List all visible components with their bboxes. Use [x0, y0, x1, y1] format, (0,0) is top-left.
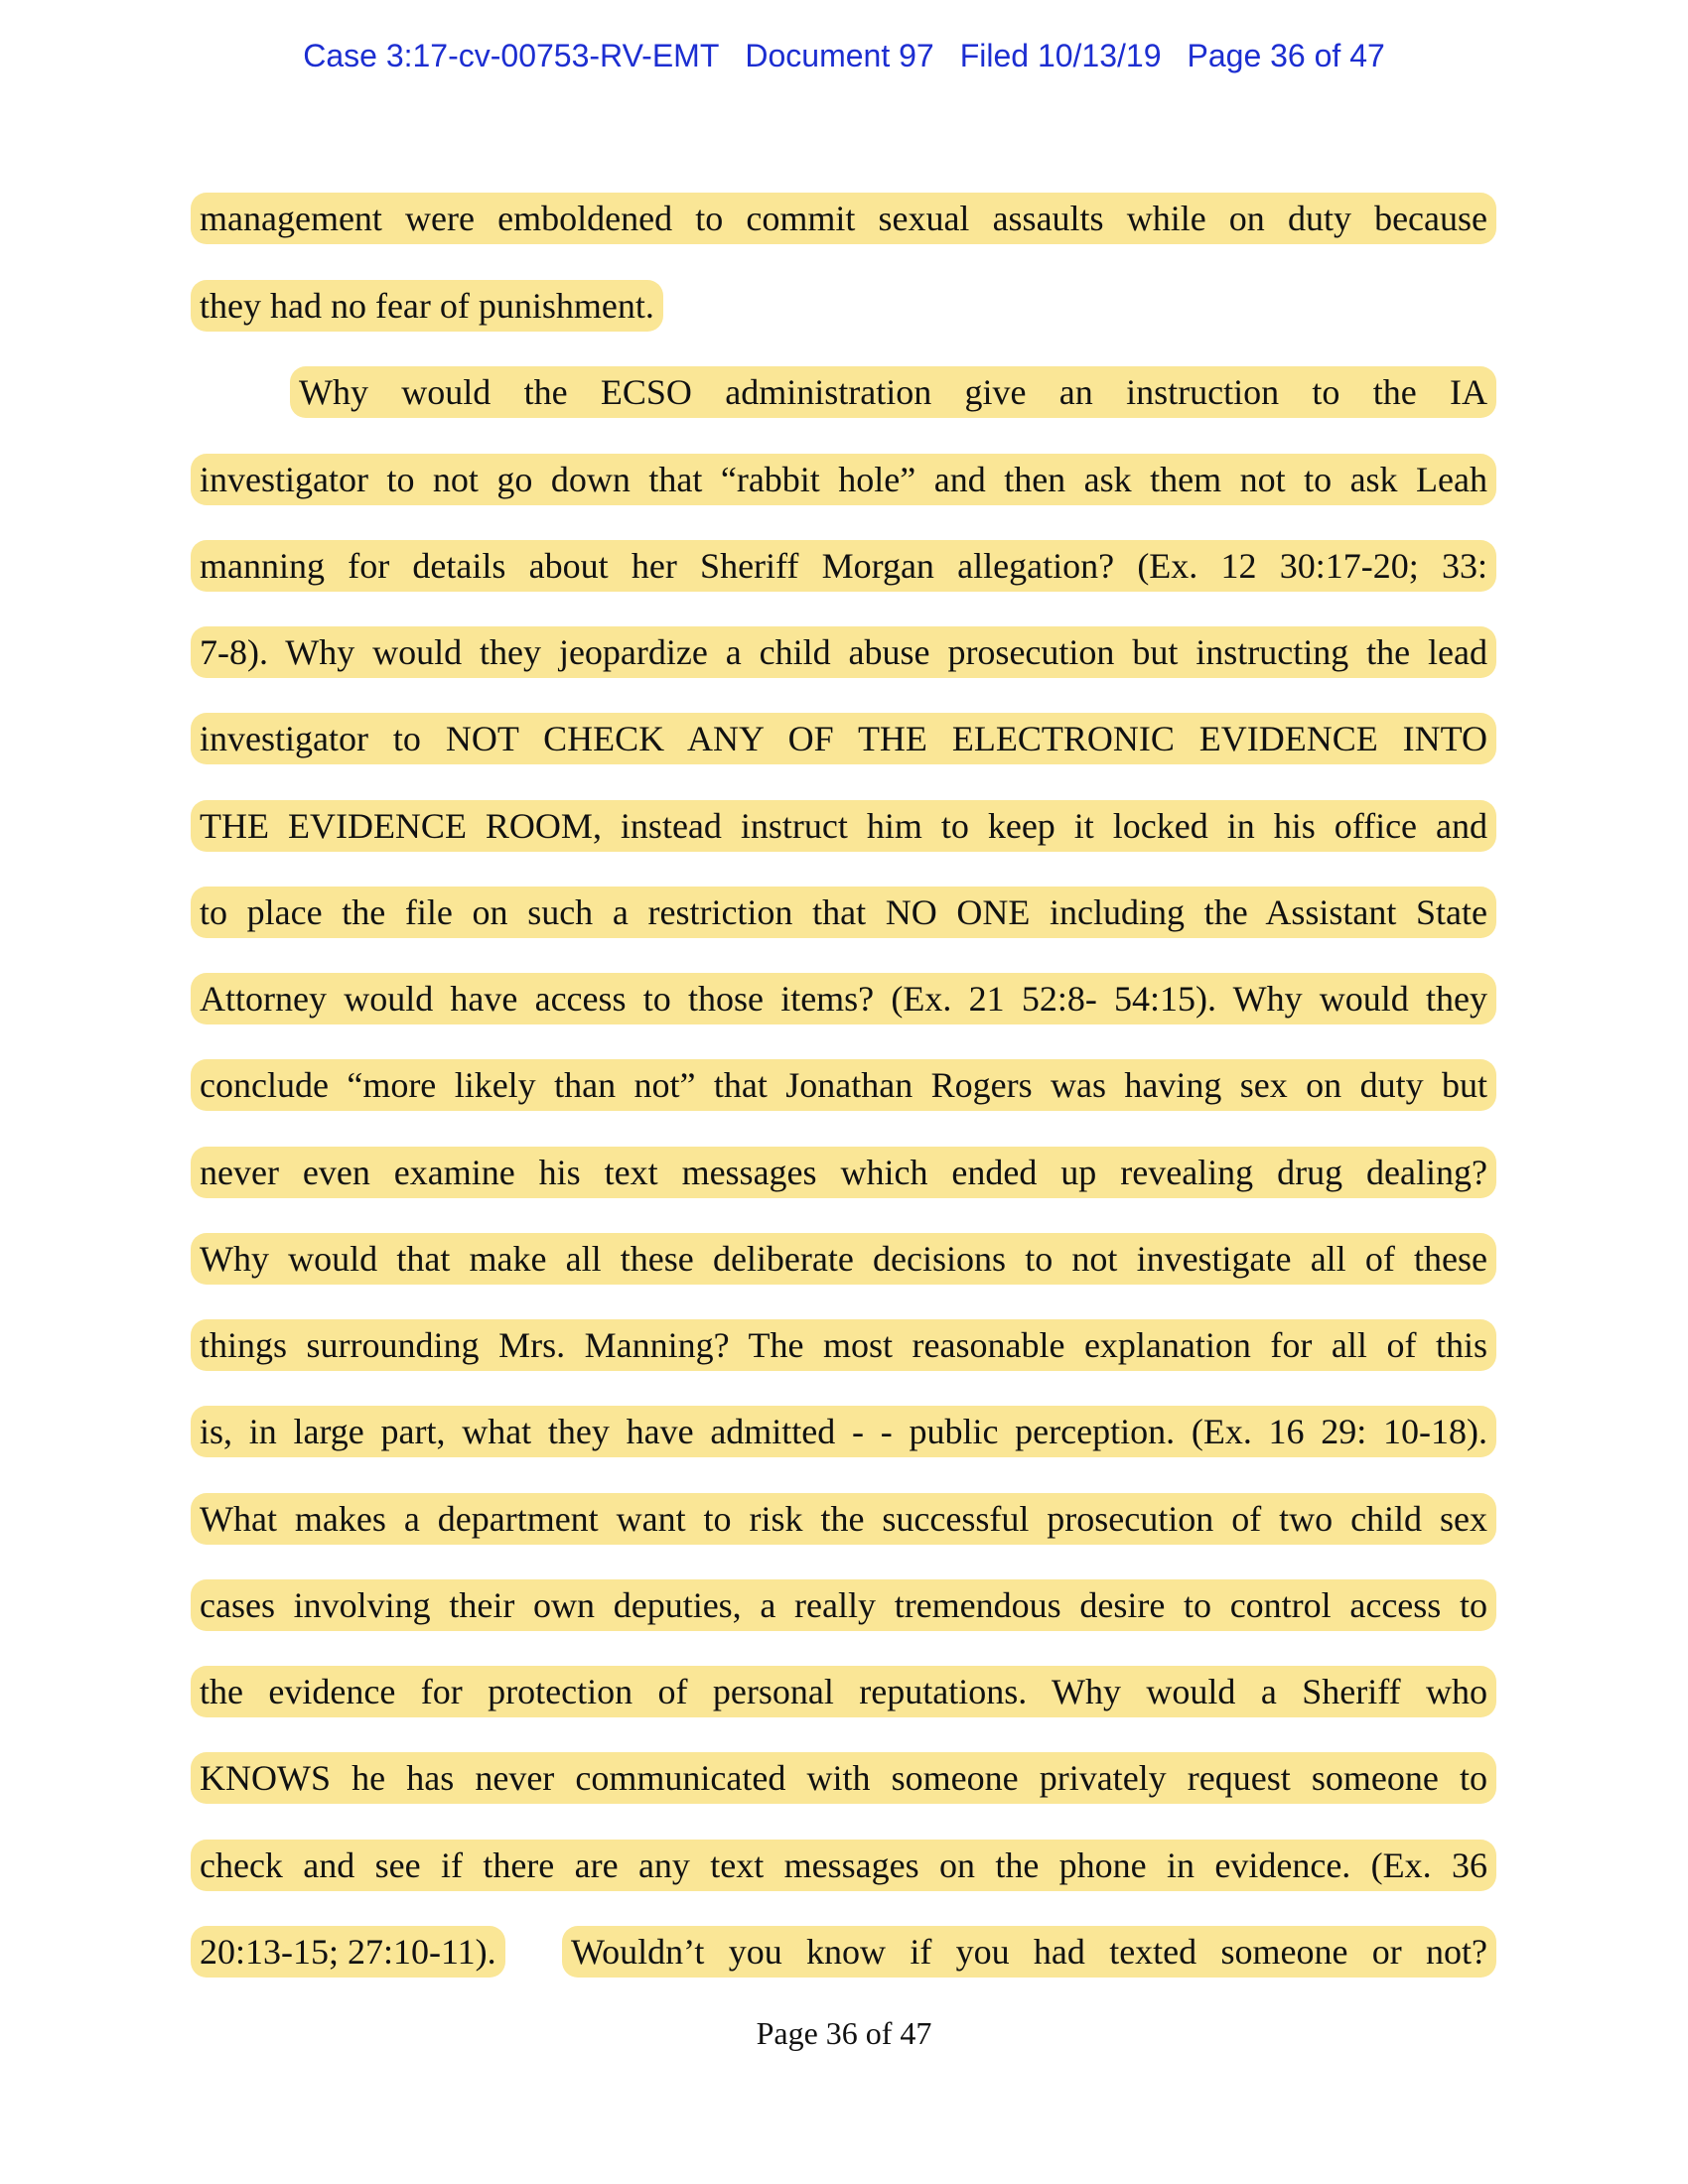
header-page-number: Page 36 of 47 — [1187, 38, 1385, 73]
text-line: Wouldn’t you know if you had texted someone or not? — [562, 1926, 1496, 1978]
text-line: Why would the ECSO administration give an instruction to the IA — [290, 366, 1496, 418]
text-line: investigator to NOT CHECK ANY OF THE ELECTRONIC EVIDENCE INTO — [191, 713, 1496, 764]
footer-page-number: Page 36 of 47 — [756, 2015, 932, 2051]
case-number: Case 3:17-cv-00753-RV-EMT — [303, 38, 720, 73]
text-line: things surrounding Mrs. Manning? The most reasonable explanation for all of this — [191, 1319, 1496, 1371]
filed-date: Filed 10/13/19 — [959, 38, 1162, 73]
text-line: Attorney would have access to those items? (Ex. 21 52:8- 54:15). Why would they — [191, 973, 1496, 1024]
text-line: manning for details about her Sheriff Morgan allegation? (Ex. 12 30:17-20; 33: — [191, 540, 1496, 592]
text-line: check and see if there are any text messages on the phone in evidence. (Ex. 36 — [191, 1840, 1496, 1891]
text-line: KNOWS he has never communicated with someone privately request someone to — [191, 1752, 1496, 1804]
text-line: the evidence for protection of personal reputations. Why would a Sheriff who — [191, 1666, 1496, 1717]
text-line: conclude “more likely than not” that Jonathan Rogers was having sex on duty but — [191, 1059, 1496, 1111]
text-line: is, in large part, what they have admitted - - public perception. (Ex. 16 29: 10-18). — [191, 1406, 1496, 1457]
text-line: 7-8). Why would they jeopardize a child abuse prosecution but instructing the lead — [191, 626, 1496, 678]
text-line: they had no fear of punishment. — [191, 280, 663, 332]
text-line: investigator to not go down that “rabbit hole” and then ask them not to ask Leah — [191, 454, 1496, 505]
document-number: Document 97 — [745, 38, 934, 73]
case-header — [0, 38, 1688, 74]
text-line: What makes a department want to risk the successful prosecution of two child sex — [191, 1493, 1496, 1545]
text-line: management were emboldened to commit sexual assaults while on duty because — [191, 193, 1496, 244]
text-line: to place the file on such a restriction that NO ONE including the Assistant State — [191, 887, 1496, 938]
text-line: cases involving their own deputies, a really tremendous desire to control access to — [191, 1579, 1496, 1631]
text-line: 20:13-15; 27:10-11). — [191, 1926, 505, 1978]
text-line: THE EVIDENCE ROOM, instead instruct him to keep it locked in his office and — [191, 800, 1496, 852]
text-line: Why would that make all these deliberate decisions to not investigate all of these — [191, 1233, 1496, 1285]
text-line: never even examine his text messages which ended up revealing drug dealing? — [191, 1147, 1496, 1198]
